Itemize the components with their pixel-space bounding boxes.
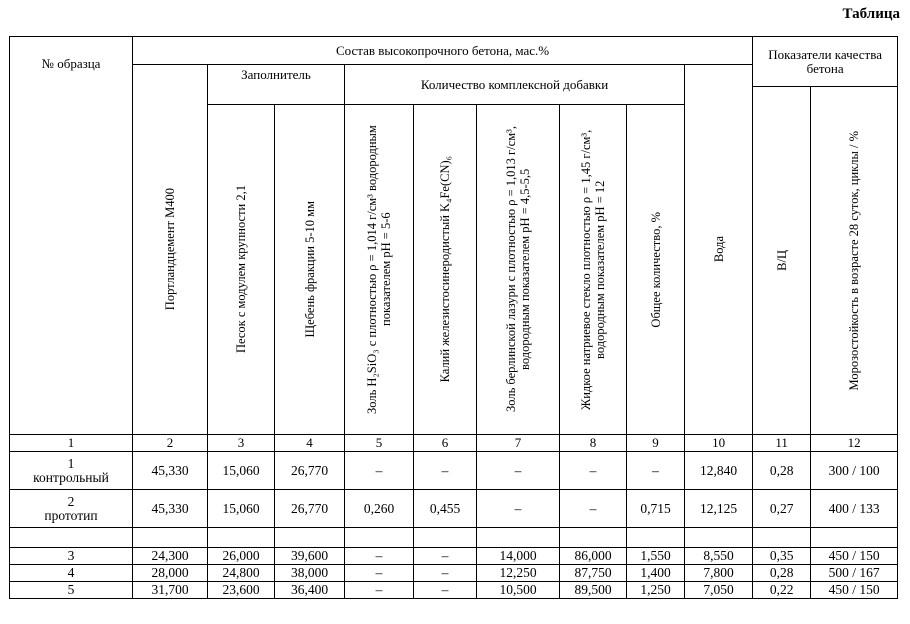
table-cell: – bbox=[345, 548, 414, 565]
table-cell: 86,000 bbox=[560, 548, 627, 565]
table-cell: 1,550 bbox=[627, 548, 685, 565]
table-cell: 12,125 bbox=[685, 490, 753, 528]
col-number: 6 bbox=[414, 435, 477, 452]
filler-header: Заполнитель bbox=[208, 65, 345, 105]
table-cell: – bbox=[414, 582, 477, 599]
table-cell: – bbox=[414, 565, 477, 582]
table-cell: 23,600 bbox=[208, 582, 275, 599]
row-label: 1 контрольный bbox=[10, 452, 133, 490]
table-cell: 26,770 bbox=[275, 490, 345, 528]
table-cell: 7,050 bbox=[685, 582, 753, 599]
table-cell: – bbox=[414, 452, 477, 490]
table-cell: 26,000 bbox=[208, 548, 275, 565]
total-header: Общее количество, % bbox=[627, 105, 685, 435]
table-cell: – bbox=[560, 490, 627, 528]
col-number: 11 bbox=[753, 435, 811, 452]
glass-header: Жидкое натриевое стекло плотностью ρ = 1,45 г/см³, водородным показателем pH = 12 bbox=[560, 105, 627, 435]
column-number-row bbox=[10, 435, 898, 452]
sand-header: Песок с модулем крупности 2,1 bbox=[208, 105, 275, 435]
frost-header: Морозостойкость в возрасте 28 суток, циклы / % bbox=[811, 87, 898, 435]
table-cell: – bbox=[477, 490, 560, 528]
col-number: 4 bbox=[275, 435, 345, 452]
table-cell: 12,840 bbox=[685, 452, 753, 490]
row-label: 4 bbox=[10, 565, 133, 582]
table-cell: 0,715 bbox=[627, 490, 685, 528]
cement-header: Портландцемент М400 bbox=[133, 65, 208, 435]
table-cell: – bbox=[627, 452, 685, 490]
col-number: 2 bbox=[133, 435, 208, 452]
table-cell: 28,000 bbox=[133, 565, 208, 582]
table-cell: – bbox=[345, 452, 414, 490]
table-cell: 0,28 bbox=[753, 565, 811, 582]
table-cell: 0,22 bbox=[753, 582, 811, 599]
table-row bbox=[10, 452, 898, 490]
table-cell: 26,770 bbox=[275, 452, 345, 490]
sol-sio2-header: Золь H₂SiO₃ с плотностью ρ = 1,014 г/см³ водородным показателем pH = 5-6 bbox=[345, 105, 414, 435]
composition-header: Состав высокопрочного бетона, мас.% bbox=[133, 37, 753, 65]
table-cell: 1,250 bbox=[627, 582, 685, 599]
table-cell: 12,250 bbox=[477, 565, 560, 582]
table-cell: – bbox=[345, 565, 414, 582]
water-header: Вода bbox=[685, 65, 753, 435]
table-caption: Таблица bbox=[842, 6, 900, 22]
table-cell: 38,000 bbox=[275, 565, 345, 582]
table-row bbox=[10, 490, 898, 528]
row-label: 5 bbox=[10, 582, 133, 599]
table-cell: 0,455 bbox=[414, 490, 477, 528]
gravel-header: Щебень фракции 5-10 мм bbox=[275, 105, 345, 435]
table-cell: 31,700 bbox=[133, 582, 208, 599]
table-cell: 300 / 100 bbox=[811, 452, 898, 490]
col-number: 12 bbox=[811, 435, 898, 452]
table-cell: 15,060 bbox=[208, 490, 275, 528]
col-number: 1 bbox=[10, 435, 133, 452]
quality-header: Показатели качества бетона bbox=[753, 37, 898, 87]
table-cell: 14,000 bbox=[477, 548, 560, 565]
table-cell: 15,060 bbox=[208, 452, 275, 490]
table-cell: 24,300 bbox=[133, 548, 208, 565]
col-number: 7 bbox=[477, 435, 560, 452]
k4fe-header: Калий железистосинеродистый K₄Fe(CN)₆ bbox=[414, 105, 477, 435]
table-cell: 7,800 bbox=[685, 565, 753, 582]
table-cell: 400 / 133 bbox=[811, 490, 898, 528]
table-cell: 89,500 bbox=[560, 582, 627, 599]
col-number: 10 bbox=[685, 435, 753, 452]
table-cell: 0,27 bbox=[753, 490, 811, 528]
table-cell: 0,35 bbox=[753, 548, 811, 565]
table-cell: 0,260 bbox=[345, 490, 414, 528]
table-cell: – bbox=[477, 452, 560, 490]
wc-header: В/Ц bbox=[753, 87, 811, 435]
table-cell: 10,500 bbox=[477, 582, 560, 599]
row-label: 2 прототип bbox=[10, 490, 133, 528]
table-cell: 500 / 167 bbox=[811, 565, 898, 582]
table-cell: 450 / 150 bbox=[811, 548, 898, 565]
table-cell: – bbox=[560, 452, 627, 490]
table-cell: 45,330 bbox=[133, 490, 208, 528]
table-cell: – bbox=[414, 548, 477, 565]
table-row bbox=[10, 582, 898, 599]
table-row bbox=[10, 565, 898, 582]
table-cell: 24,800 bbox=[208, 565, 275, 582]
table-cell: 87,750 bbox=[560, 565, 627, 582]
prussian-header: Золь берлинской лазури с плотностью ρ = 1,013 г/см³, водородным показателем pH = 4,5-5,5 bbox=[477, 105, 560, 435]
table-cell: 45,330 bbox=[133, 452, 208, 490]
additive-header: Количество комплексной добавки bbox=[345, 65, 685, 105]
table-cell: 36,400 bbox=[275, 582, 345, 599]
table-cell: 0,28 bbox=[753, 452, 811, 490]
col-number: 3 bbox=[208, 435, 275, 452]
table-cell: 1,400 bbox=[627, 565, 685, 582]
sample-no-header: № образца bbox=[10, 37, 133, 435]
concrete-composition-table bbox=[9, 36, 898, 599]
table-cell: – bbox=[345, 582, 414, 599]
col-number: 8 bbox=[560, 435, 627, 452]
table-cell: 8,550 bbox=[685, 548, 753, 565]
table-row bbox=[10, 548, 898, 565]
col-number: 9 bbox=[627, 435, 685, 452]
spacer-row bbox=[10, 528, 898, 548]
table-cell: 450 / 150 bbox=[811, 582, 898, 599]
row-label: 3 bbox=[10, 548, 133, 565]
table-cell: 39,600 bbox=[275, 548, 345, 565]
col-number: 5 bbox=[345, 435, 414, 452]
